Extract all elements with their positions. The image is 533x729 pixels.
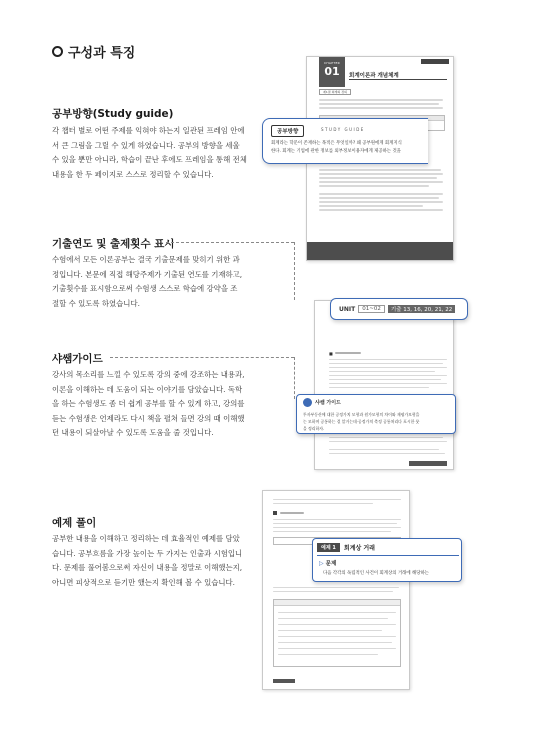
unit-callout xyxy=(330,298,468,320)
page-heading xyxy=(52,42,135,61)
callout-text: 한다. 회계는 기업에 관한 정보를 외부정보이용자에게 제공하는 것을 xyxy=(271,149,401,154)
text-line: 수 있을 뿐만 아니라, 학습이 끝난 후에도 프레임을 통해 전체 xyxy=(52,155,247,165)
connector-line xyxy=(166,242,294,243)
text-line: 던 내용이 되살아날 수 있도록 도움을 줄 것입니다. xyxy=(52,428,214,438)
page-number-tab xyxy=(273,679,295,683)
page-heading-text: 구성과 특징 xyxy=(68,46,136,61)
example-title: 회계상 거래 xyxy=(343,545,375,552)
sample-guide-callout xyxy=(296,394,456,434)
section-title-exam-years: 기출연도 및 출제횟수 표시 xyxy=(52,238,175,250)
section-title-example: 예제 풀이 xyxy=(52,517,97,529)
text-line: 이론을 이해하는 데 도움이 되는 이야기를 담았습니다. 독학 xyxy=(52,384,243,394)
question-text: 다음 각각의 독립적인 사건이 회계상의 거래에 해당하는 xyxy=(323,571,429,576)
chapter-badge: CHAPTER 01 xyxy=(319,57,345,87)
text-line: 절할 수 있도록 하였습니다. xyxy=(52,298,140,308)
text-line: 듣는 수험생은 언제라도 다시 책을 펼쳐 들면 강의 때 이해했 xyxy=(52,413,245,423)
guide-text: 는 모하며 공통하는 결 알거는데·공정가치 측정 공통처리다 포시한 뭇 xyxy=(303,419,420,424)
section-title-study-guide: 공부방향(Study guide) xyxy=(52,108,174,120)
text-line: 아니면 피상적으로 듣기만 했는지 확인해 볼 수 있습니다. xyxy=(52,577,236,587)
question-label: 문제 xyxy=(325,561,337,567)
connector-line xyxy=(294,242,295,300)
text-line: 공부한 내용을 이해하고 정리하는 데 효율적인 예제를 담았 xyxy=(52,534,240,543)
study-guide-callout xyxy=(262,118,428,164)
text-line: 서 큰 그림을 그릴 수 있게 하였습니다. 공부의 방향을 세울 xyxy=(52,140,240,150)
book-page-unit xyxy=(314,300,454,470)
section-title-sample-guide: 샤쌤가이드 xyxy=(52,353,103,365)
exam-years-badge: 기출 13, 16, 20, 21, 22 xyxy=(388,305,455,313)
section-body-sample-guide xyxy=(52,368,274,441)
answer-table xyxy=(273,599,401,667)
text-line: 수험에서 모든 이론공부는 결국 기출문제를 맞히기 위한 과 xyxy=(52,255,240,264)
section-body-study-guide xyxy=(52,124,274,182)
circle-bullet-icon xyxy=(52,46,63,57)
teacher-avatar-icon xyxy=(303,398,312,407)
connector-line xyxy=(294,357,295,399)
text-line: 을 하는 수험생도 좀 더 쉽게 공부를 할 수 있게 하고, 강의를 xyxy=(52,399,245,409)
text-line: 각 챕터 별로 어떤 주제를 익혀야 하는지 일관된 프레임 안에 xyxy=(52,126,245,135)
connector-line xyxy=(110,357,294,358)
guide-text: 을 정리하자. xyxy=(303,426,325,431)
callout-text: 회계라는 학문이 존재하는 목적은 무엇일까? 왜 공부원에게 회계지식 xyxy=(271,141,402,146)
unit-label: UNIT xyxy=(339,305,356,313)
page-number-tab xyxy=(409,461,447,466)
section-body-example xyxy=(52,532,274,590)
section-body-exam-years xyxy=(52,253,274,311)
text-line: 내용을 한 두 페이지로 스스로 정리할 수 있습니다. xyxy=(52,169,214,179)
text-line: 정입니다. 본문에 직접 해당주제가 기출된 연도를 기재하고, xyxy=(52,269,243,279)
study-guide-tag: 공부방향 xyxy=(271,125,304,137)
question-icon: ▷ xyxy=(319,559,324,567)
text-line: 강사의 목소리를 느낄 수 있도록 강의 중에 강조하는 내용과, xyxy=(52,370,245,379)
page-footer-band xyxy=(307,242,454,260)
study-guide-label: STUDY GUIDE xyxy=(321,127,365,132)
book-page-example xyxy=(262,490,410,690)
header-tab xyxy=(421,59,449,64)
example-tag: 예제 1 xyxy=(317,543,340,552)
text-line: 습니다. 공부흐름을 가장 높이는 두 가지는 인출과 시험입니 xyxy=(52,548,243,558)
subsection-heading: ■ xyxy=(329,351,333,356)
text-line: 다. 문제를 풀어봄으로써 자신이 내용을 정말로 이해했는지, xyxy=(52,563,243,573)
example-callout xyxy=(312,538,462,582)
divider xyxy=(349,79,447,80)
unit-number: 01~02 xyxy=(358,305,385,313)
text-line: 기출횟수를 표시함으로써 수험생 스스로 학습에 강약을 조 xyxy=(52,284,238,294)
sample-guide-title: 샤쌤 가이드 xyxy=(315,400,341,406)
subsection-tag: 제1절 회계의 정의 xyxy=(319,89,351,95)
guide-text: 투자부동산에 대한 공정가치 모형과 원가모형의 차이와 재평가모형을 xyxy=(303,412,420,417)
chapter-title: 회계이론과 개념체계 xyxy=(349,73,399,79)
